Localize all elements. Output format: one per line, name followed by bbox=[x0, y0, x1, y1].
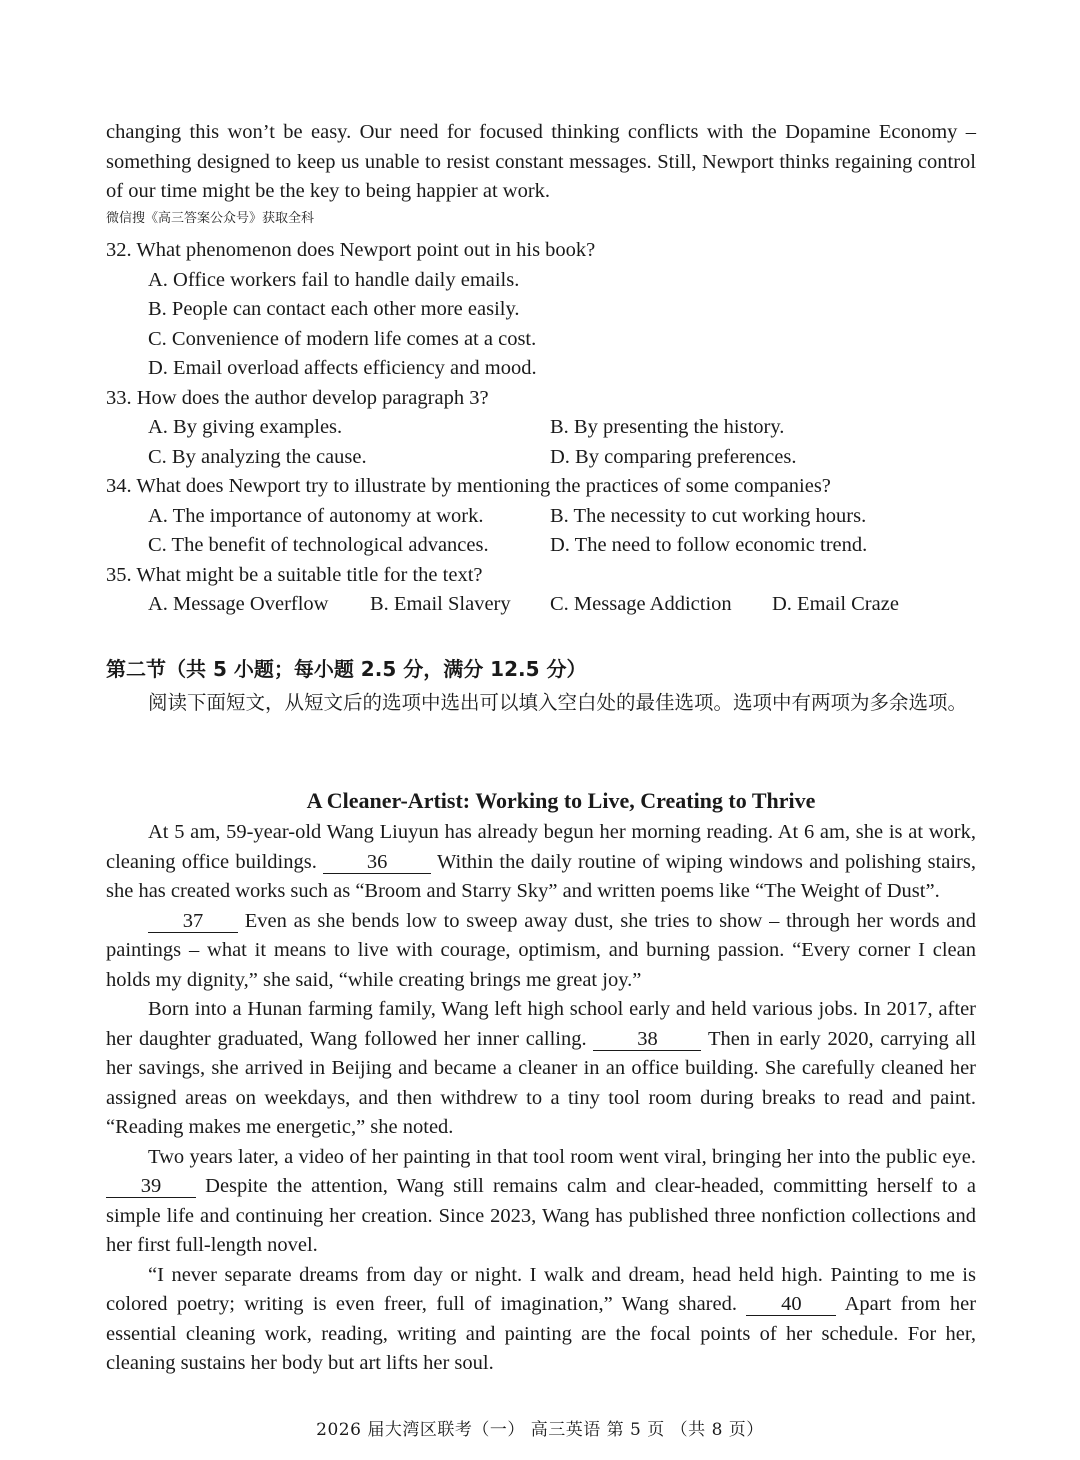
option-d: D. Email Craze bbox=[772, 593, 899, 615]
blank-37: 37 bbox=[148, 910, 238, 933]
option-d: D. Email overload affects efficiency and mood. bbox=[148, 357, 537, 379]
section-instructions: 阅读下面短文，从短文后的选项中选出可以填入空白处的最佳选项。选项中有两项为多余选项。 bbox=[148, 691, 968, 714]
option-group bbox=[106, 266, 986, 384]
paragraph-text: Within the daily routine of wiping windows and polishing stairs, she has created works such as “Broom and Starry Sky” and written poems like “The Weight of Dust”. bbox=[106, 850, 976, 902]
passage-paragraph-3 bbox=[106, 995, 976, 1143]
blank-40: 40 bbox=[746, 1293, 836, 1316]
option-b: B. The necessity to cut working hours. bbox=[550, 504, 867, 527]
blank-36: 36 bbox=[323, 851, 431, 874]
question-32 bbox=[106, 236, 986, 384]
passage-title: A Cleaner-Artist: Working to Live, Creating to Thrive bbox=[306, 788, 816, 813]
option-c: C. Convenience of modern life comes at a cost. bbox=[148, 327, 537, 350]
question-stem: 33. How does the author develop paragraph 3? bbox=[106, 386, 489, 409]
section-title: 第二节（共 5 小题；每小题 2.5 分，满分 12.5 分） bbox=[106, 657, 587, 681]
question-stem: 35. What might be a suitable title for the text? bbox=[106, 563, 483, 586]
option-a: A. Message Overflow bbox=[148, 593, 329, 615]
question-34 bbox=[106, 472, 986, 561]
passage-paragraph-4 bbox=[106, 1143, 976, 1261]
reading-passage bbox=[106, 786, 976, 1379]
question-stem: 32. What phenomenon does Newport point out in his book? bbox=[106, 239, 596, 261]
section-two-header bbox=[106, 652, 986, 720]
passage-paragraph-2 bbox=[106, 907, 976, 996]
option-a: A. Office workers fail to handle daily emails. bbox=[148, 268, 520, 291]
paragraph-text: Two years later, a video of her painting in that tool room went viral, bringing her into the public eye. bbox=[148, 1145, 976, 1168]
passage-continuation bbox=[106, 118, 976, 207]
paragraph-text: Despite the attention, Wang still remains calm and clear-headed, committing herself to a simple life and continuing her creation. Since 2023, Wang has published three nonfiction collections and her first full-length novel. bbox=[106, 1175, 977, 1256]
option-c: C. By analyzing the cause. bbox=[148, 445, 367, 468]
option-group bbox=[106, 413, 986, 472]
option-b: B. Email Slavery bbox=[370, 593, 511, 615]
option-d: D. By comparing preferences. bbox=[550, 445, 797, 468]
paragraph-text: At 5 am, 59-year-old Wang Liuyun has already begun her morning reading. At 6 am, she is at work, cleaning office buildings. bbox=[106, 821, 976, 873]
paragraph-text: Born into a Hunan farming family, Wang left high school early and held various jobs. In 2017, after her daughter graduated, Wang followed her inner calling. bbox=[106, 998, 976, 1050]
paragraph-text: Then in early 2020, carrying all her savings, she arrived in Beijing and became a cleaner in an office building. She carefully cleaned her assigned areas on weekdays, and then withdrew to a tiny tool room during breaks to read and paint. “Reading makes me energetic,” she noted. bbox=[106, 1027, 977, 1138]
option-a: A. The importance of autonomy at work. bbox=[148, 504, 484, 527]
option-group bbox=[106, 502, 986, 561]
watermark-note: 微信搜《高三答案公众号》获取全科 bbox=[106, 211, 315, 226]
option-c: C. The benefit of technological advances. bbox=[148, 534, 489, 556]
option-a: A. By giving examples. bbox=[148, 416, 343, 438]
passage-paragraph-1 bbox=[106, 818, 976, 907]
page-footer: 2026 届大湾区联考（一） 高三英语 第 5 页 （共 8 页） bbox=[316, 1420, 764, 1440]
option-d: D. The need to follow economic trend. bbox=[550, 534, 868, 556]
option-c: C. Message Addiction bbox=[550, 593, 732, 615]
paragraph-text: “I never separate dreams from day or night. I walk and dream, head held high. Painting to me is colored poetry; writing is even freer, full of imagination,” Wang shared. bbox=[106, 1263, 976, 1315]
option-b: B. People can contact each other more easily. bbox=[148, 298, 520, 320]
intro-paragraph: changing this won’t be easy. Our need for focused thinking conflicts with the Dopamine Economy – something designed to keep us unable to resist constant messages. Still, Newport thinks regaining control of our time might be the key to being happier at work. bbox=[106, 121, 976, 202]
question-33 bbox=[106, 384, 986, 473]
paragraph-text: Even as she bends low to sweep away dust, she tries to show – through her words and paintings – what it means to live with courage, optimism, and burning passion. “Every corner I clean holds my dignity,” she said, “while creating brings me great joy.” bbox=[106, 909, 976, 991]
blank-38: 38 bbox=[593, 1028, 701, 1051]
blank-39: 39 bbox=[106, 1175, 196, 1198]
paragraph-text: Apart from her essential cleaning work, reading, writing and painting are the focal points of her schedule. For her, cleaning sustains her body but art lifts her soul. bbox=[106, 1293, 977, 1374]
option-group bbox=[106, 590, 986, 620]
question-stem: 34. What does Newport try to illustrate by mentioning the practices of some companies? bbox=[106, 475, 831, 497]
option-b: B. By presenting the history. bbox=[550, 416, 785, 438]
question-list bbox=[106, 236, 986, 620]
passage-paragraph-5 bbox=[106, 1261, 976, 1379]
question-35 bbox=[106, 561, 986, 620]
